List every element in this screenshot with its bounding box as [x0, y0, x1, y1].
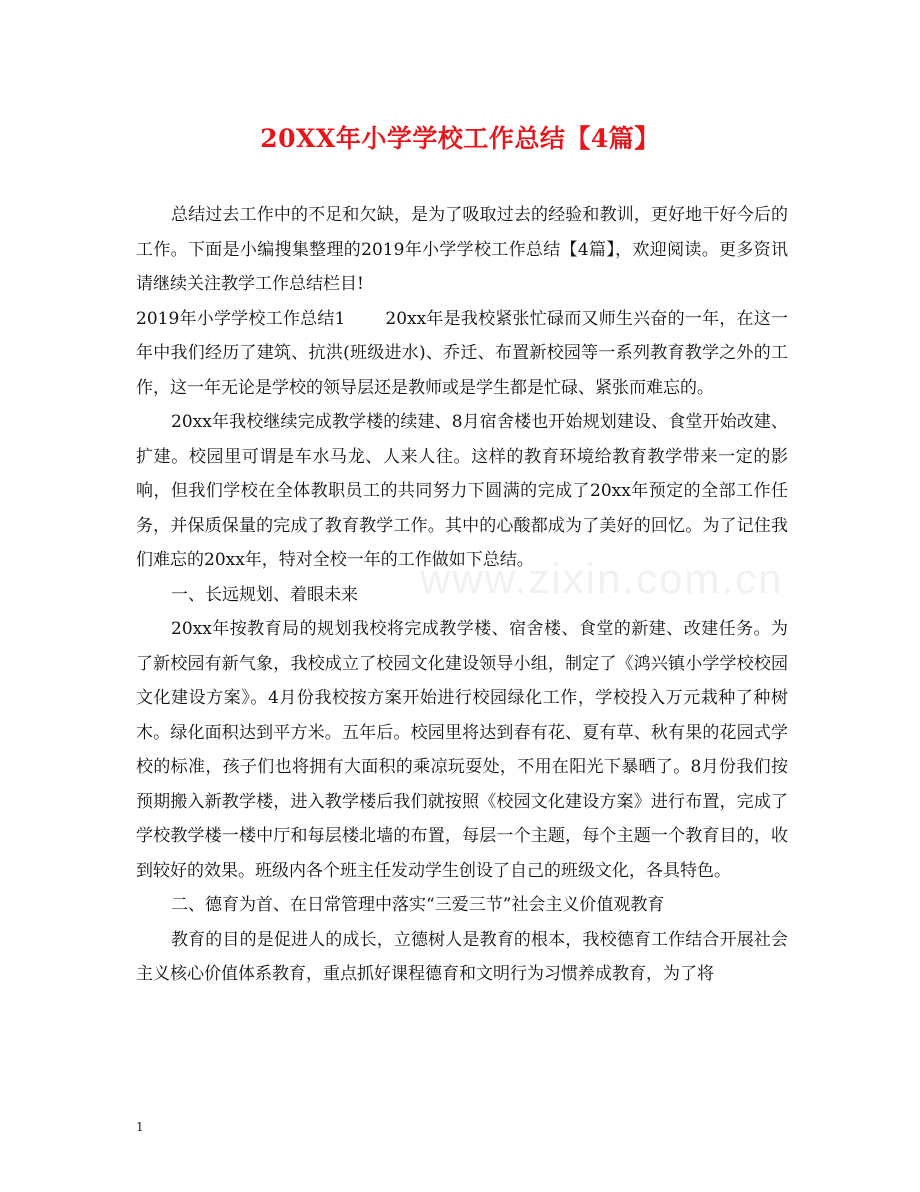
- document-body: [136, 198, 788, 992]
- intro-paragraph: 总结过去工作中的不足和欠缺，是为了吸取过去的经验和教训，更好地干好今后的工作。下面是小编搜集整理的2019年小学学校工作总结【4篇】，欢迎阅读。更多资讯请继续关注教学工作总结栏目!: [136, 205, 788, 294]
- heading-2: 二、德育为首、在日常管理中落实“三爱三节”社会主义价值观教育: [171, 895, 665, 915]
- paragraph-2: 20xx年我校继续完成教学楼的续建、8月宿舍楼也开始规划建设、食堂开始改建、扩建。校园里可谓是车水马龙、人来人往。这样的教育环境给教育教学带来一定的影响，但我们学校在全体教职员工的共同努力下圆满的完成了20xx年预定的全部工作任务，并保质保量的完成了教育教学工作。其中的心酸都成为了美好的回忆。为了记住我们难忘的20xx年，特对全校一年的工作做如下总结。: [136, 412, 788, 570]
- section1-paragraph: [136, 302, 788, 406]
- paragraph-4: 教育的目的是促进人的成长，立德树人是教育的根本，我校德育工作结合开展社会主义核心价值体系教育，重点抓好课程德育和文明行为习惯养成教育，为了将: [136, 929, 788, 984]
- section1-text: 20xx年是我校紧张忙碌而又师生兴奋的一年，在这一年中我们经历了建筑、抗洪(班级进水)、乔迁、布置新校园等一系列教育教学之外的工作，这一年无论是学校的领导层还是教师或是学生都是忙碌、紧张而难忘的。: [136, 308, 788, 398]
- watermark: www.zixin.com.cn: [420, 555, 784, 602]
- document-title: 20XX年小学学校工作总结【4篇】: [260, 124, 660, 153]
- paragraph-3: 20xx年按教育局的规划我校将完成教学楼、宿舍楼、食堂的新建、改建任务。为了新校园有新气象，我校成立了校园文化建设领导小组，制定了《鸿兴镇小学学校校园文化建设方案》。4月份我校按方案开始进行校园绿化工作，学校投入万元栽种了种树木。绿化面积达到平方米。五年后。校园里将达到春有花、夏有草、秋有果的花园式学校的标准，孩子们也将拥有大面积的乘凉玩耍处，不用在阳光下暴晒了。8月份我们按预期搬入新教学楼，进入教学楼后我们就按照《校园文化建设方案》进行布置，完成了学校教学楼一楼中厅和每层楼北墙的布置，每层一个主题，每个主题一个教育目的，收到较好的效果。班级内各个班主任发动学生创设了自己的班级文化，各具特色。: [136, 619, 788, 881]
- section1-label: 2019年小学学校工作总结1: [136, 308, 346, 329]
- page-number: 1: [136, 1120, 144, 1134]
- heading-1: 一、长远规划、着眼未来: [171, 584, 358, 605]
